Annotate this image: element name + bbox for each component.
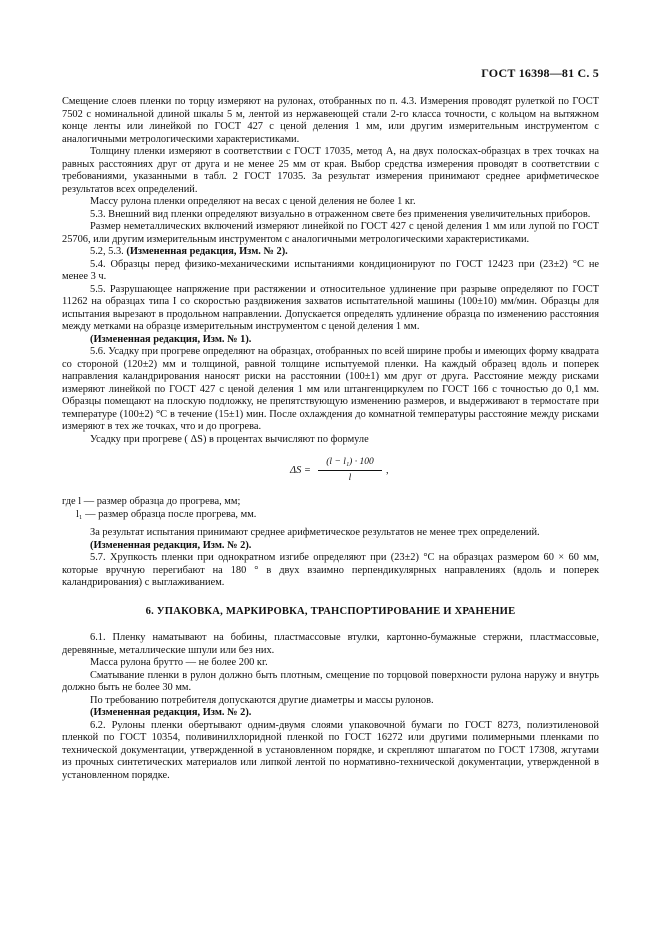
paragraph [62,707,599,720]
formula-denominator: l [348,472,352,483]
paragraph-text: Масса рулона брутто — не более 200 кг. [90,657,268,668]
paragraph-text: 5.6. Усадку при прогреве определяют на образцах, отобранных по всей ширине пробы и имеющих форму квадрата со стороной (120±2) мм и толщиной, равной толщине испытуемой пленки. На каждый образец вдоль и поперек направления каландрирования наносят риски на расстоянии (100±1) мм друг от друга. Расстояние между рисками измеряют линейкой по ГОСТ 427 с ценой деления 1 мм или штангенциркулем по ГОСТ 166 с точностью до 0,1 мм. Образцы помещают на плоскую подложку, не препятствующую изменению размеров, и выдерживают в термостате при температуре (100±2) °С в течение (15±1) мин. После охлаждения до комнатной температуры расстояние между рисками измеряют в тех же точках, что и до прогрева. [62,346,599,432]
paragraph-text: Толщину пленки измеряют в соответствии с ГОСТ 17035, метод А, на двух полосках-образцах в трех точках на равных расстояниях друг от друга и не менее 25 мм от края. Выбор средства измерения проводят в соответствии с требованиями, указанными в табл. 2 ГОСТ 17035. За результат измерения принимают среднее арифметическое результатов всех определений. [62,146,599,195]
paragraph [62,209,599,222]
paragraph [62,540,599,553]
paragraph [62,527,599,540]
paragraph [62,334,599,347]
paragraph-text: 5.5. Разрушающее напряжение при растяжении и относительное удлинение при разрыве определяют по ГОСТ 11262 на образцах типа I со скоростью раздвижения захватов испытательной машины (100±10) мм/мин. Образцы для испытания вырезают в продольном направлении. Допускается определять удлинение образца по изменению расстояния между метками на образце измерительным инструментом с ценой деления 1 мм. [62,283,599,332]
paragraph [62,434,599,447]
paragraph [62,695,599,708]
paragraph-text: 5.3. Внешний вид пленки определяют визуально в отраженном свете без применения увеличительных приборов. [90,208,591,220]
paragraph [62,670,599,695]
paragraph-text: (Измененная редакция, Изм. № 2). [90,707,252,718]
formula-fraction [318,456,382,484]
paragraph [62,632,599,657]
shrinkage-formula [62,456,599,484]
paragraph [62,346,599,434]
paragraph-text: Смещение слоев пленки по торцу измеряют на рулонах, отобранных по п. 4.3. Измерения проводят рулеткой по ГОСТ 7502 с номинальной длиной шкалы 5 м, лентой из нержавеющей стали 2-го класса точности, с кольцом на вытяжном конце ленты или линейкой по ГОСТ 427 с ценой деления 1 мм, или другим измерительным инструментом с аналогичными метрологическими характеристиками. [62,96,599,145]
paragraphs-top [62,96,599,446]
paragraph [62,552,599,590]
legend-line-1: где l — размер образца до прогрева, мм; [62,496,241,507]
paragraph [62,146,599,196]
paragraph [62,259,599,284]
paragraphs-bottom [62,632,599,782]
paragraph-text: Сматывание пленки в рулон должно быть плотным, смещение по торцовой поверхности рулона наружу и внутрь должно быть не более 30 мм. [62,669,599,693]
paragraph-text: 6.2. Рулоны пленки обертывают одним-двумя слоями упаковочной бумаги по ГОСТ 8273, полиэтиленовой пленкой по ГОСТ 10354, поливинилхлоридной пленкой по ГОСТ 16272 или другими полимерными пленками по технической документации, утвержденной в установленном порядке, и скрепляют шпагатом по ГОСТ 17308, жгутами из прочных синтетических материалов или липкой лентой по нормативно-технической документации, утвержденной в установленном порядке. [62,719,599,781]
paragraph [62,96,599,146]
paragraph-text: За результат испытания принимают среднее арифметическое результатов не менее трех определений. [90,527,540,538]
paragraph [62,657,599,670]
paragraph-text: (Измененная редакция, Изм. № 2). [90,539,252,551]
paragraph-text: Массу рулона пленки определяют на весах с ценой деления не более 1 кг. [90,196,416,207]
paragraph-text: По требованию потребителя допускаются другие диаметры и массы рулонов. [90,694,434,706]
paragraph [62,221,599,246]
paragraph-text: 5.4. Образцы перед физико-механическими испытаниями кондиционируют по ГОСТ 12423 при (23±2) °С не менее 3 ч. [62,258,599,282]
paragraph [62,196,599,209]
formula-lhs: ΔS = [290,465,311,476]
amendment-note: (Измененная редакция, Изм. № 2). [126,246,288,257]
paragraph-text: Размер неметаллических включений измеряют линейкой по ГОСТ 427 с ценой деления 1 мм или лупой по ГОСТ 25706, или другим измерительным инструментом с аналогичными метрологическими характеристиками. [62,221,599,245]
formula-legend [62,496,599,521]
paragraph-text: (Измененная редакция, Изм. № 1). [90,333,252,345]
section-6-title: 6. УПАКОВКА, МАРКИРОВКА, ТРАНСПОРТИРОВАНИЕ И ХРАНЕНИЕ [145,605,516,617]
paragraph-text: 6.1. Пленку наматывают на бобины, пластмассовые втулки, картонно-бумажные стержни, пластмассовые, деревянные, металлические шпули или без них. [62,632,599,656]
legend-line-2: l₁ — размер образца после прогрева, мм. [76,508,257,520]
document-body [62,96,599,782]
paragraphs-mid [62,527,599,590]
formula-numerator: (l − l₁) · 100 [318,456,382,471]
page-header: ГОСТ 16398—81 С. 5 [481,66,599,80]
paragraph-text: 5.2, 5.3. [90,246,127,257]
paragraph [62,246,599,259]
paragraph-text: Усадку при прогреве ( ΔS) в процентах вычисляют по формуле [90,433,369,445]
paragraph-text: 5.7. Хрупкость пленки при однократном изгибе определяют при (23±2) °С на образцах размером 60 × 60 мм, которые вручную перегибают на 180 ° в двух взаимно перпендикулярных направлениях (вдоль и поперек каландрирования) с выглаживанием. [62,552,599,588]
formula-tail: , [386,465,389,476]
paragraph [62,284,599,334]
paragraph [62,720,599,783]
